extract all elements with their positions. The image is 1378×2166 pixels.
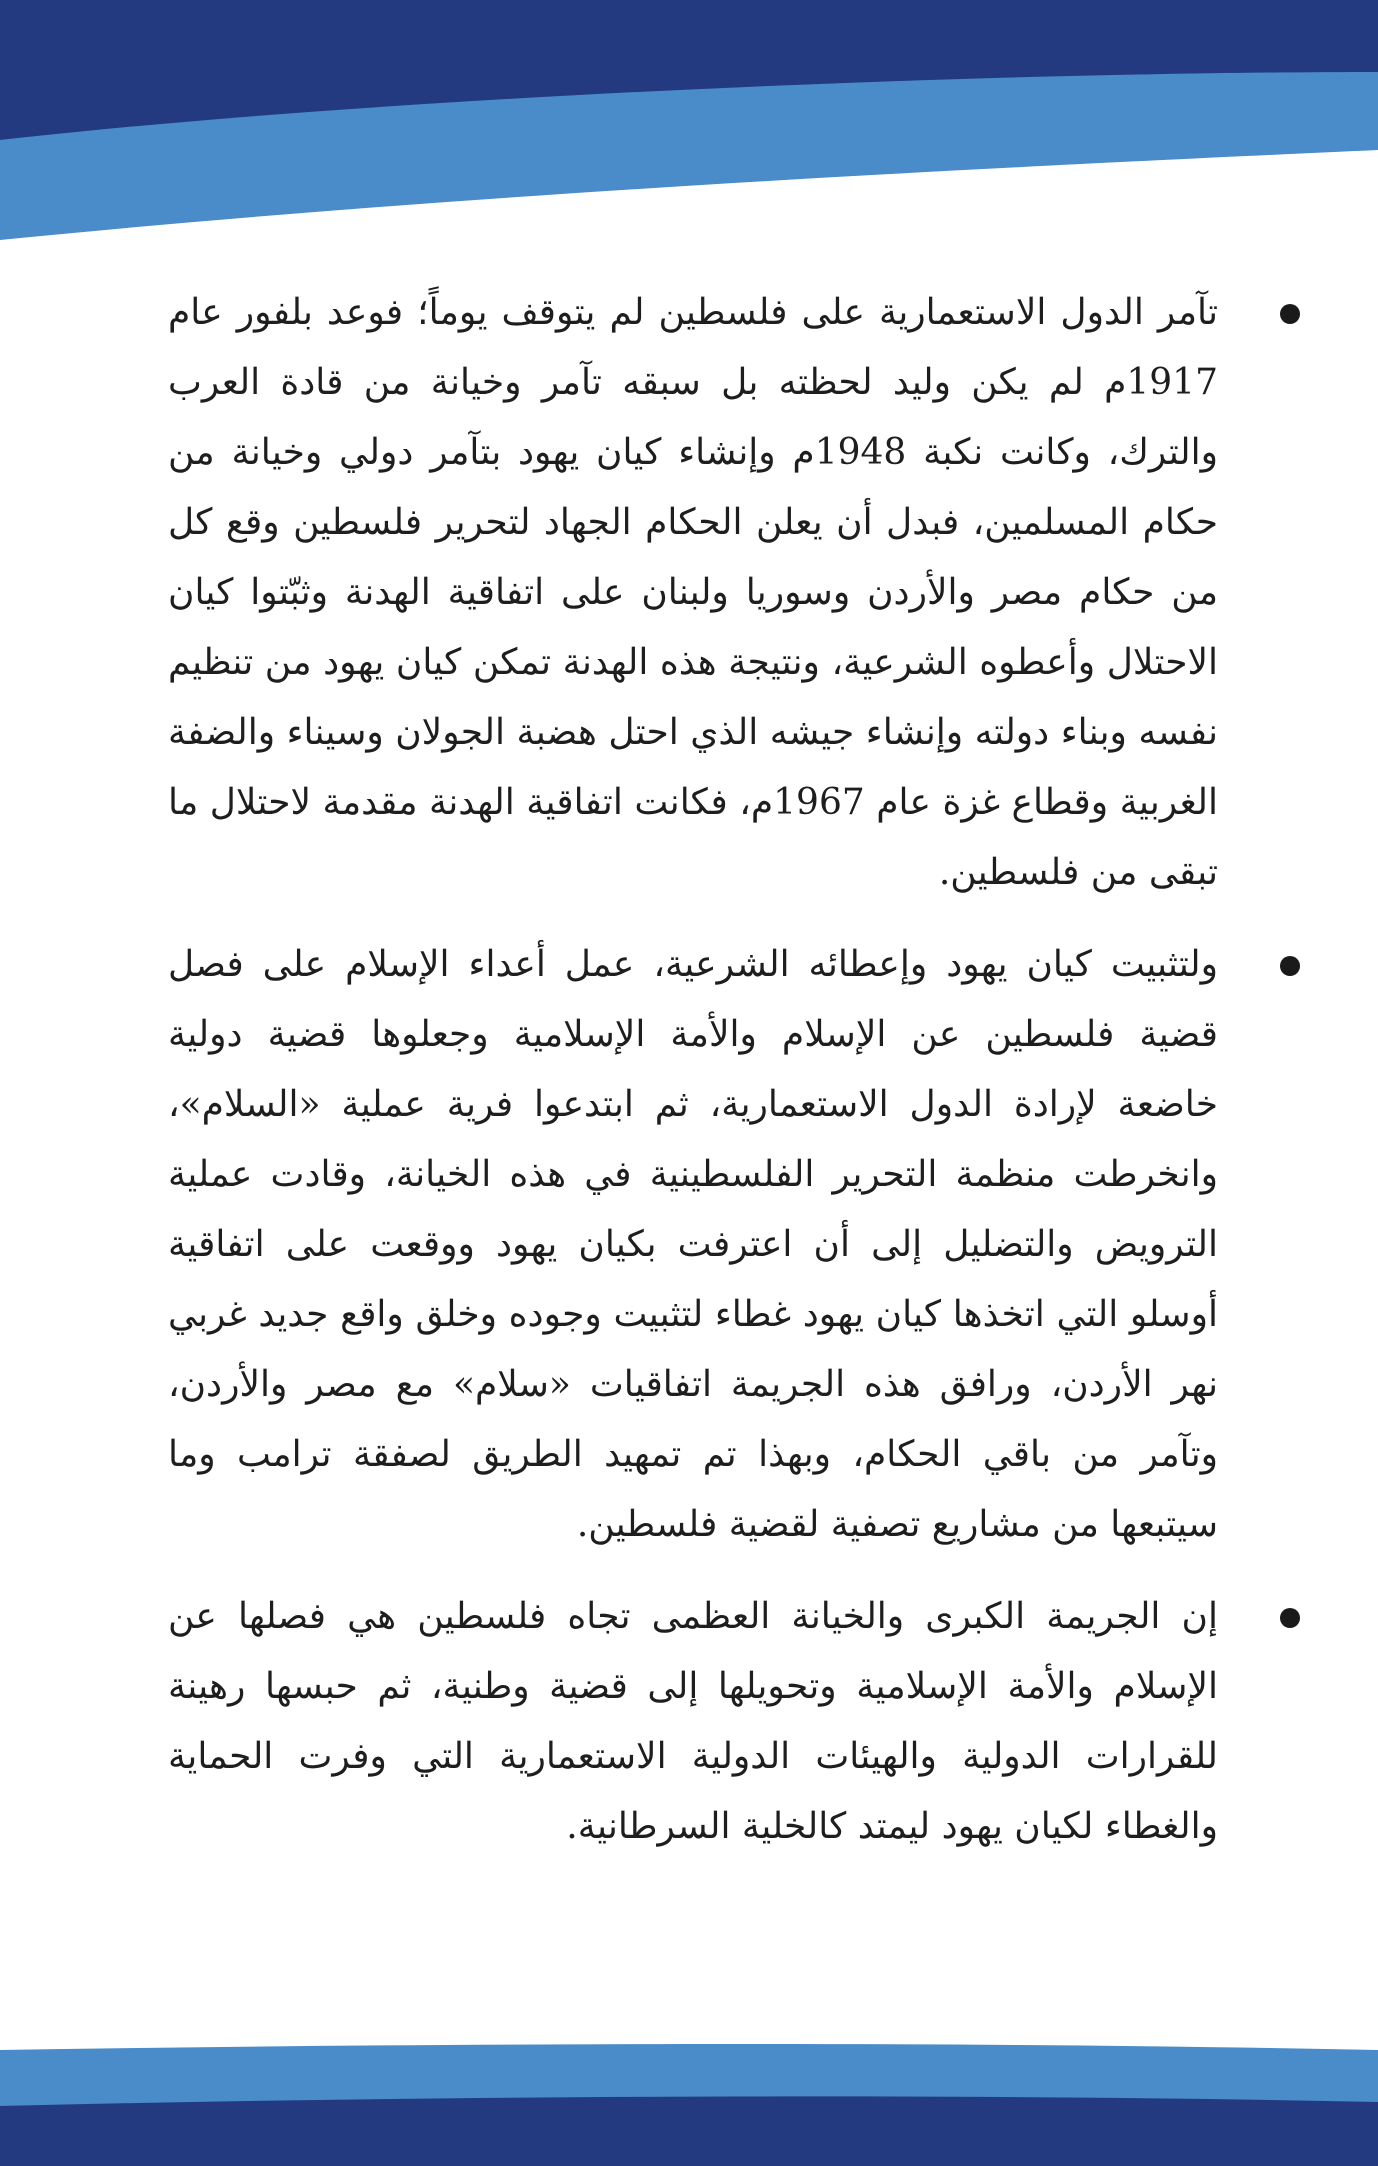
paragraph-text: إن الجريمة الكبرى والخيانة العظمى تجاه فلسطين هي فصلها عن الإسلام والأمة الإسلامية وتحويلها إلى قضية وطنية، ثم حبسها رهينة للقرارات الدولية والهيئات الدولية الاستعمارية التي وفرت الحماية والغطاء لكيان يهود ليمتد كالخلية السرطانية.	[168, 1596, 1218, 1847]
paragraph-text: تآمر الدول الاستعمارية على فلسطين لم يتوقف يوماً؛ فوعد بلفور عام 1917م لم يكن وليد لحظته بل سبقه تآمر وخيانة من قادة العرب والترك، وكانت نكبة 1948م وإنشاء كيان يهود بتآمر دولي وخيانة من حكام المسلمين، فبدل أن يعلن الحكام الجهاد لتحرير فلسطين وقع كل من حكام مصر والأردن وسوريا ولبنان على اتفاقية الهدنة وثبّتوا كيان الاحتلال وأعطوه الشرعية، ونتيجة هذه الهدنة تمكن كيان يهود من تنظيم نفسه وبناء دولته وإنشاء جيشه الذي احتل هضبة الجولان وسيناء والضفة الغربية وقطاع غزة عام 1967م، فكانت اتفاقية الهدنة مقدمة لاحتلال ما تبقى من فلسطين.	[168, 292, 1218, 893]
page-content	[168, 278, 1230, 1884]
bullet-item	[168, 1582, 1230, 1862]
paragraph-text: ولتثبيت كيان يهود وإعطائه الشرعية، عمل أعداء الإسلام على فصل قضية فلسطين عن الإسلام والأمة الإسلامية وجعلوها قضية دولية خاضعة لإرادة الدول الاستعمارية، ثم ابتدعوا فرية عملية «السلام»، وانخرطت منظمة التحرير الفلسطينية في هذه الخيانة، وقادت عملية الترويض والتضليل إلى أن اعترفت بكيان يهود ووقعت على اتفاقية أوسلو التي اتخذها كيان يهود غطاء لتثبيت وجوده وخلق واقع جديد غربي نهر الأردن، ورافق هذه الجريمة اتفاقيات «سلام» مع مصر والأردن، وتآمر من باقي الحكام، وبهذا تم تمهيد الطريق لصفقة ترامب وما سيتبعها من مشاريع تصفية لقضية فلسطين.	[168, 944, 1218, 1545]
bullet-list	[168, 278, 1230, 1862]
bullet-dot-icon	[1280, 1608, 1300, 1628]
bullet-item	[168, 278, 1230, 908]
bottom-banner	[0, 2020, 1378, 2166]
bottom-wave-graphic	[0, 2020, 1378, 2166]
bullet-dot-icon	[1280, 956, 1300, 976]
bullet-dot-icon	[1280, 304, 1300, 324]
bullet-item	[168, 930, 1230, 1560]
bottom-dark-wave	[0, 2096, 1378, 2166]
top-banner	[0, 0, 1378, 260]
top-wave-graphic	[0, 0, 1378, 260]
